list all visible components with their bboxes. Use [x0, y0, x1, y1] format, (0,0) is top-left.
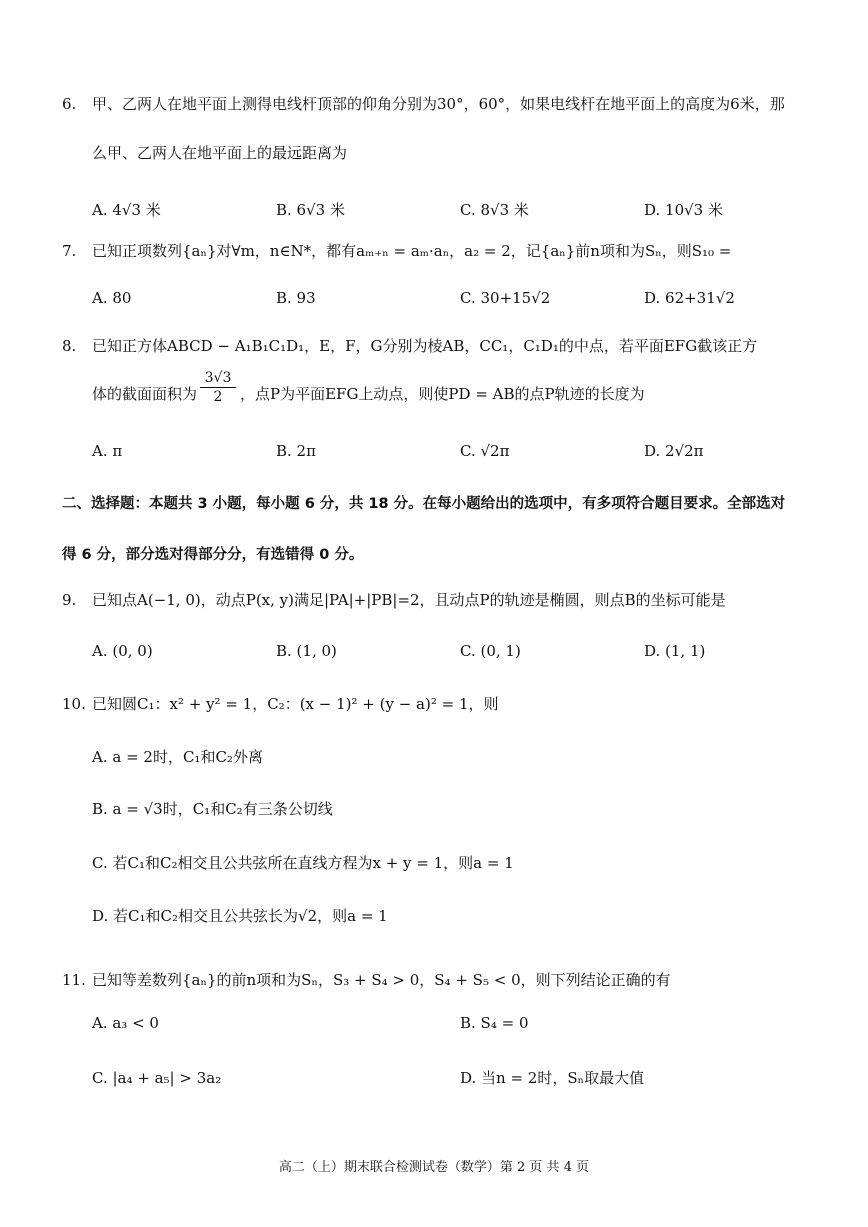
q11-text: 已知等差数列{aₙ}的前n项和为Sₙ，S₃ + S₄ > 0，S₄ + S₅ < 0，则下列结论正确的有: [92, 971, 671, 989]
q7-number: 7.: [62, 242, 77, 260]
q6-text-line1: 甲、乙两人在地平面上测得电线杆顶部的仰角分别为30°，60°，如果电线杆在地平面上的高度为6米，那: [92, 95, 785, 113]
q6-text-line2: 么甲、乙两人在地平面上的最远距离为: [92, 144, 348, 162]
q10-option-a: A. a = 2时，C₁和C₂外离: [92, 748, 263, 766]
q10-number: 10.: [62, 695, 86, 713]
q10-option-c: C. 若C₁和C₂相交且公共弦所在直线方程为x + y = 1，则a = 1: [92, 854, 514, 872]
q10-option-b: B. a = √3时，C₁和C₂有三条公切线: [92, 800, 333, 818]
q9-option-d: D. (1, 1): [644, 642, 706, 660]
q9-number: 9.: [62, 591, 77, 609]
q11-option-d: D. 当n = 2时，Sₙ取最大值: [460, 1069, 645, 1087]
q11-option-b: B. S₄ = 0: [460, 1014, 529, 1032]
q9-option-a: A. (0, 0): [92, 642, 153, 660]
q9-option-b: B. (1, 0): [276, 642, 337, 660]
q6-option-b: B. 6√3 米: [276, 201, 345, 219]
q6-option-c: C. 8√3 米: [460, 201, 529, 219]
page-footer: 高二（上）期末联合检测试卷（数学）第 2 页 共 4 页: [278, 1160, 590, 1175]
q8-option-a: A. π: [92, 442, 123, 460]
q10-option-d: D. 若C₁和C₂相交且公共弦长为√2，则a = 1: [92, 907, 388, 925]
q8-option-c: C. √2π: [460, 442, 510, 460]
q8-fraction-denominator: 2: [213, 389, 223, 405]
q9-option-c: C. (0, 1): [460, 642, 521, 660]
q7-option-c: C. 30+15√2: [460, 289, 551, 307]
q6-option-d: D. 10√3 米: [644, 201, 723, 219]
q7-option-b: B. 93: [276, 289, 316, 307]
q8-number: 8.: [62, 337, 77, 355]
section2-heading-line2: 得 6 分，部分选对得部分分，有选错得 0 分。: [62, 547, 364, 563]
q7-text: 已知正项数列{aₙ}对∀m，n∈N*，都有aₘ₊ₙ = aₘ·aₙ，a₂ = 2，记{aₙ}前n项和为Sₙ，则S₁₀ =: [92, 242, 732, 260]
q6-option-a: A. 4√3 米: [92, 201, 161, 219]
q7-option-d: D. 62+31√2: [644, 289, 735, 307]
q8-fraction: [200, 369, 236, 406]
q8-fraction-numerator: 3√3: [200, 369, 236, 388]
q11-option-c: C. |a₄ + a₅| > 3a₂: [92, 1069, 222, 1087]
q8-text-line1: 已知正方体ABCD − A₁B₁C₁D₁，E，F，G分别为棱AB，CC₁，C₁D₁的中点，若平面EFG截该正方: [92, 337, 758, 355]
q7-option-a: A. 80: [92, 289, 132, 307]
q8-text-line2-post: ，点P为平面EFG上动点，则使PD = AB的点P轨迹的长度为: [240, 385, 645, 403]
q11-option-a: A. a₃ < 0: [92, 1014, 159, 1032]
q9-text: 已知点A(−1, 0)，动点P(x, y)满足|PA|+|PB|=2，且动点P的轨迹是椭圆，则点B的坐标可能是: [92, 591, 726, 609]
q8-text-line2-pre: 体的截面面积为: [92, 385, 198, 403]
q8-option-d: D. 2√2π: [644, 442, 704, 460]
section2-heading-line1: 二、选择题：本题共 3 小题，每小题 6 分，共 18 分。在每小题给出的选项中，有多项符合题目要求。全部选对: [62, 496, 786, 512]
q6-number: 6.: [62, 95, 77, 113]
q10-text: 已知圆C₁：x² + y² = 1，C₂：(x − 1)² + (y − a)² = 1，则: [92, 695, 499, 713]
q11-number: 11.: [62, 971, 86, 989]
q8-option-b: B. 2π: [276, 442, 316, 460]
